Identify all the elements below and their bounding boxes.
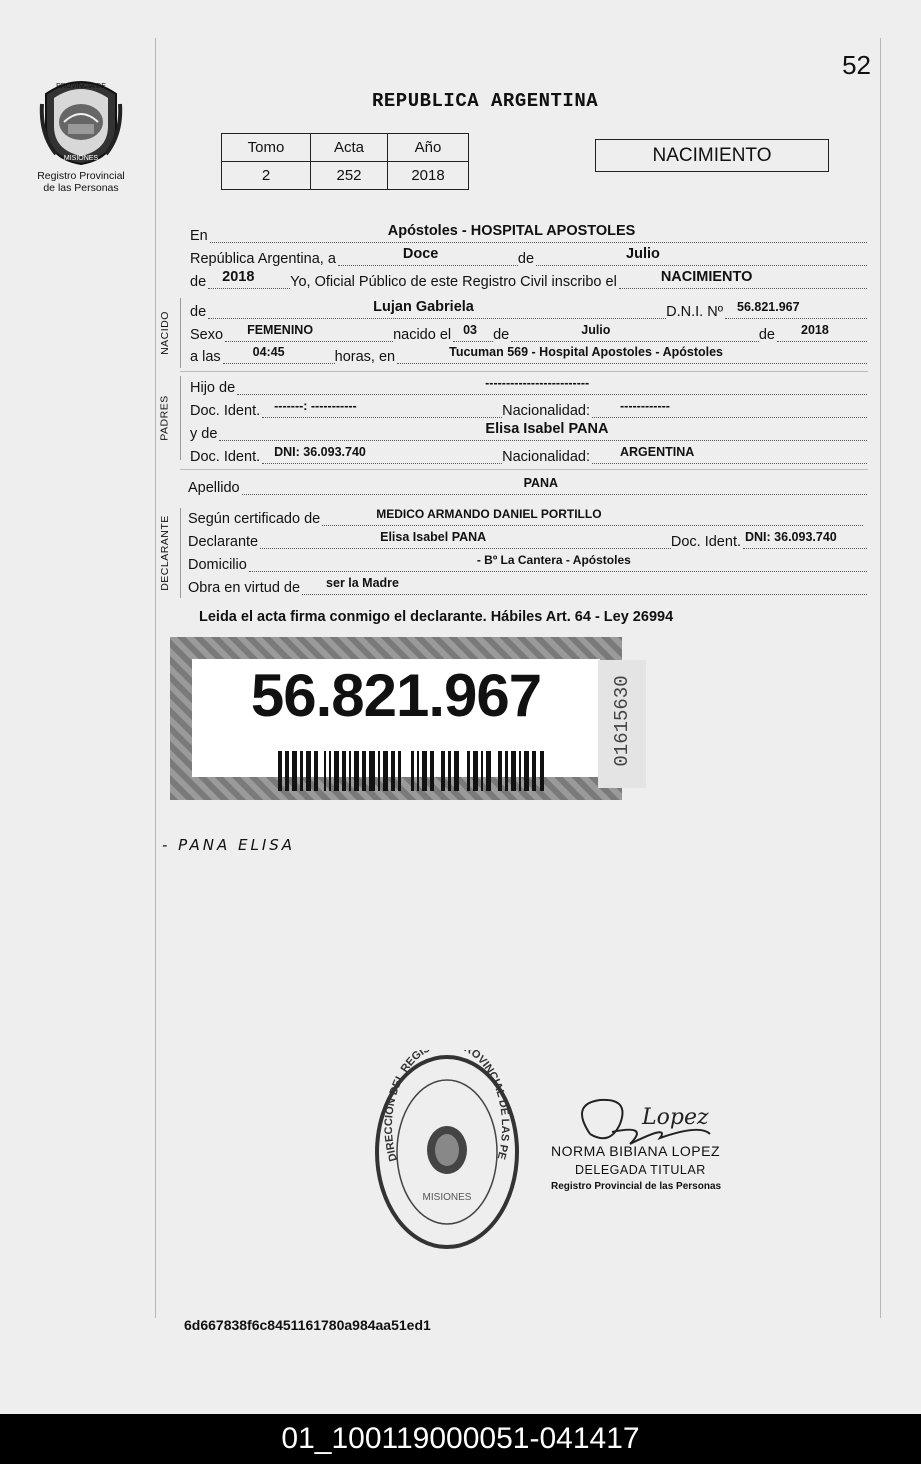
nacido-mes-value: Julio bbox=[581, 323, 611, 337]
line-madre-doc: Doc. Ident. DNI: 36.093.740 Nacionalidad: ARGENTINA bbox=[190, 447, 867, 467]
dia-value: Doce bbox=[402, 246, 439, 262]
dni-value: 56.821.967 bbox=[737, 300, 800, 314]
hora-value: 04:45 bbox=[252, 345, 285, 359]
anio-value: 2018 bbox=[222, 269, 255, 285]
left-margin-line bbox=[155, 38, 156, 1318]
document-hash: 6d667838f6c8451161780a984aa51ed1 bbox=[184, 1317, 431, 1333]
padre-nac-value: ------------ bbox=[620, 399, 670, 413]
line-declarante: Declarante Elisa Isabel PANA Doc. Ident. DNI: 36.093.740 bbox=[188, 532, 867, 552]
line-hora: a las 04:45 horas, en Tucuman 569 - Hospital Apostoles - Apóstoles bbox=[190, 347, 867, 367]
serial-label: 01615630 bbox=[598, 660, 646, 788]
document-type-box: NACIMIENTO bbox=[595, 139, 829, 172]
svg-text:MISIONES: MISIONES bbox=[63, 155, 99, 162]
country-title: REPUBLICA ARGENTINA bbox=[372, 90, 599, 112]
signatory-name: NORMA BIBIANA LOPEZ bbox=[551, 1143, 720, 1159]
tomo-header: Tomo bbox=[222, 134, 311, 162]
lugar-value: Apóstoles - HOSPITAL APOSTOLES bbox=[387, 223, 636, 239]
page-number: 52 bbox=[842, 50, 871, 80]
line-sexo: Sexo FEMENINO nacido el 03 de Julio de 2018 bbox=[190, 325, 867, 345]
tipo-value: NACIMIENTO bbox=[660, 269, 753, 285]
tomo-value: 2 bbox=[222, 162, 311, 190]
acta-header: Acta bbox=[311, 134, 388, 162]
line-republica: República Argentina, a Doce de Julio bbox=[190, 249, 867, 269]
legal-statement: Leida el acta firma conmigo el declarante. Hábiles Art. 64 - Ley 26994 bbox=[199, 609, 674, 625]
anio-header: Año bbox=[388, 134, 469, 162]
line-oficial: de 2018 Yo, Oficial Público de este Registro Civil inscribo el NACIMIENTO bbox=[190, 272, 867, 292]
line-nombre: de Lujan Gabriela D.N.I. Nº 56.821.967 bbox=[190, 302, 867, 322]
madre-nac-value: ARGENTINA bbox=[620, 445, 695, 459]
declarante-section-label: DECLARANTE bbox=[159, 515, 172, 591]
dni-sticker bbox=[170, 637, 622, 800]
nacido-section-label: NACIDO bbox=[159, 311, 171, 355]
padre-doc-value: -------: ----------- bbox=[274, 399, 357, 413]
document-id-footer: 01_100119000051-041417 bbox=[0, 1414, 921, 1464]
line-madre: y de Elisa Isabel PANA bbox=[190, 424, 867, 444]
apellido-value: PANA bbox=[523, 476, 559, 490]
handwritten-note: - PANA ELISA bbox=[162, 836, 296, 854]
line-en: En Apóstoles - HOSPITAL APOSTOLES bbox=[190, 226, 867, 246]
svg-text:Lopez: Lopez bbox=[642, 1105, 709, 1130]
nacido-anio-value: 2018 bbox=[801, 323, 829, 337]
line-certificado: Según certificado de MEDICO ARMANDO DANIEL PORTILLO bbox=[188, 509, 863, 529]
acta-value: 252 bbox=[311, 162, 388, 190]
declarante-value: Elisa Isabel PANA bbox=[380, 530, 487, 544]
madre-doc-value: DNI: 36.093.740 bbox=[274, 445, 366, 459]
province-seal-logo bbox=[38, 74, 124, 171]
signatory-registry: Registro Provincial de las Personas bbox=[551, 1181, 722, 1192]
official-stamp bbox=[367, 1050, 527, 1260]
anio-value: 2018 bbox=[388, 162, 469, 190]
signatory-role: DELEGADA TITULAR bbox=[575, 1163, 706, 1177]
sticker-number: 56.821.967 bbox=[250, 662, 542, 729]
line-domicilio: Domicilio - Bº La Cantera - Apóstoles bbox=[188, 555, 867, 575]
mes-value: Julio bbox=[626, 246, 660, 262]
line-padre-doc: Doc. Ident. -------: ----------- Nacionalidad: ------------ bbox=[190, 401, 867, 421]
nacido-dia-value: 03 bbox=[463, 323, 478, 337]
sexo-value: FEMENINO bbox=[247, 323, 314, 337]
record-table bbox=[221, 133, 469, 190]
obra-value: ser la Madre bbox=[326, 576, 400, 590]
domicilio-value: - Bº La Cantera - Apóstoles bbox=[476, 553, 631, 567]
line-apellido: Apellido PANA bbox=[188, 478, 867, 498]
certificado-value: MEDICO ARMANDO DANIEL PORTILLO bbox=[376, 507, 602, 521]
logo-caption: Registro Provincial de las Personas bbox=[37, 170, 125, 194]
line-hijo-de: Hijo de ------------------------- bbox=[190, 378, 867, 398]
svg-text:DIRECCION DEL REGISTRO PROVINC: DIRECCION DEL REGI OVINCIAL DE LAS PE bbox=[382, 1050, 512, 1163]
svg-text:PROVINCIA DE: PROVINCIA DE bbox=[56, 83, 106, 90]
right-margin-line bbox=[880, 38, 881, 1318]
line-obra: Obra en virtud de ser la Madre bbox=[188, 578, 867, 598]
madre-value: Elisa Isabel PANA bbox=[485, 421, 609, 437]
declarante-doc-value: DNI: 36.093.740 bbox=[745, 530, 837, 544]
svg-text:MISIONES: MISIONES bbox=[422, 1192, 472, 1203]
padre-value: ------------------------- bbox=[485, 376, 590, 390]
barcode bbox=[278, 751, 548, 791]
padres-section-label: PADRES bbox=[159, 395, 171, 441]
lugar-nacimiento-value: Tucuman 569 - Hospital Apostoles - Apóstoles bbox=[449, 345, 723, 359]
nombre-value: Lujan Gabriela bbox=[373, 299, 474, 315]
